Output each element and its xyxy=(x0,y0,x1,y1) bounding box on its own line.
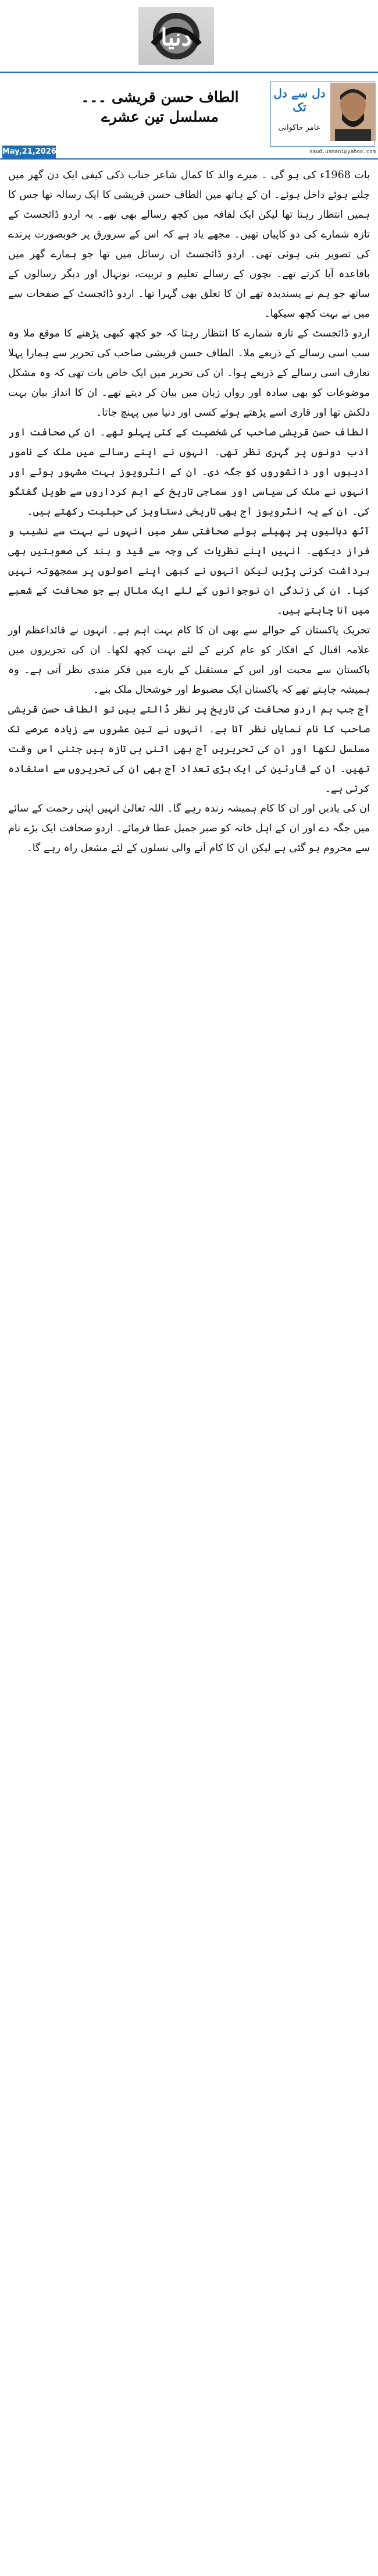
paragraph: الطاف حسن قریشی صاحب کی شخصیت کے کئی پہلو تھے۔ ان کی صحافت اور ادب دونوں پر گہری نظر تھی۔ انہوں نے اپنے رسالے میں ملک کے نامور ادیبوں اور دانشوروں کو جگہ دی۔ ان کے انٹرویوز بہت مشہور ہوئے اور انہوں نے ملک کی سیاسی اور سماجی تاریخ کے اہم کرداروں سے طویل گفتگو کی۔ ان کے یہ انٹرویوز آج بھی تاریخی دستاویز کی حیثیت رکھتے ہیں۔ xyxy=(8,427,370,518)
divider xyxy=(0,158,378,160)
article-body xyxy=(8,165,370,858)
column-name: دل سے دل تک xyxy=(273,86,326,114)
author-photo xyxy=(330,83,376,141)
paragraph: بات 1968ء کی ہو گی ۔ میرے والد کا کمال شاعر جناب ذکی کیفی ایک دن گھر میں چلتے ہوئے داخل ہوئے۔ ان کے ہاتھ میں الطاف حسن قریشی کا ایک رسالہ تھا جس کا ہمیں انتظار رہتا تھا لیکن ایک لفافہ میں کچھ رسالے بھی تھے۔ یہ اردو ڈائجسٹ کے تازہ شمارے کی دو کاپیاں تھیں۔ مجھے یاد ہے کہ اس کے سرورق پر خوبصورت پرندے کی تصویر بنی ہوئی تھی۔ اردو ڈائجسٹ ان رسائل میں تھا جو ہمارے گھر میں باقاعدہ آیا کرتے تھے۔ بچوں کے رسالے تعلیم و تربیت، نونہال اور دیگر رسالوں کے ساتھ جو ہم نے پسندیدہ تھے ان کا تعلق بھی گہرا تھا۔ اردو ڈائجسٹ کے صفحات سے میں نے بہت کچھ سیکھا۔ xyxy=(8,169,370,320)
logo-text: دنیا xyxy=(161,24,192,51)
paragraph: ان کی یادیں اور ان کا کام ہمیشہ زندہ رہے گا۔ اللہ تعالیٰ انہیں اپنی رحمت کے سائے میں جگہ دے اور ان کے اہل خانہ کو صبر جمیل عطا فرمائے۔ اردو صحافت ایک بڑے نام سے محروم ہو گئی ہے لیکن ان کا کام آنے والی نسلوں کے لئے مشعل راہ رہے گا۔ xyxy=(8,803,370,854)
page-title: الطاف حسن قریشی ۔۔۔ مسلسل تین عشرے xyxy=(81,88,239,125)
date-badge: May,21,2026 xyxy=(2,146,56,158)
masthead xyxy=(0,0,378,156)
paragraph: اردو ڈائجسٹ کے تازہ شمارے کا انتظار رہتا کہ جو کچھ کبھی پڑھنے کا موقع ملا وہ سب اسی رسالے کے ذریعے ملا۔ الطاف حسن قریشی صاحب کی تحریر سے ہمارا پہلا تعارف اسی رسالے کے ذریعے ہوا۔ ان کی تحریر میں ایک خاص بات تھی کہ وہ مشکل موضوعات کو بھی سادہ اور رواں زبان میں بیان کر دیتے تھے۔ ان کا انداز بیان بہت دلکش تھا اور قاری اسے پڑھتے ہوئے کسی اور دنیا میں پہنچ جاتا۔ xyxy=(8,328,370,419)
paragraph: آج جب ہم اردو صحافت کی تاریخ پر نظر ڈالتے ہیں تو الطاف حسن قریشی صاحب کا نام نمایاں نظر آتا ہے۔ انہوں نے تین عشروں سے زیادہ عرصے تک مسلسل لکھا اور ان کی تحریریں آج بھی اتنی ہی تازہ ہیں جتنی اس وقت تھیں۔ ان کے قارئین کی ایک بڑی تعداد آج بھی ان کی تحریروں سے استفادہ کرتی ہے۔ xyxy=(8,704,370,795)
paragraph: تحریک پاکستان کے حوالے سے بھی ان کا کام بہت اہم ہے۔ انہوں نے قائداعظم اور علامہ اقبال کے افکار کو عام کرنے کے لئے بہت کچھ لکھا۔ ان کی تحریروں میں پاکستان سے محبت اور اس کے مستقبل کے بارے میں فکر مندی نظر آتی ہے۔ وہ ہمیشہ چاہتے تھے کہ پاکستان ایک مضبوط اور خوشحال ملک بنے۔ xyxy=(8,625,370,696)
author-email: saud.usmani@yahoo.com xyxy=(309,149,376,155)
author-name: عامر خاکوانی xyxy=(278,123,321,132)
paragraph: آٹھ دہائیوں پر پھیلے ہوئے صحافتی سفر میں انہوں نے بہت سے نشیب و فراز دیکھے۔ انہیں اپنے نظریات کی وجہ سے قید و بند کی صعوبتیں بھی برداشت کرنی پڑیں لیکن انہوں نے کبھی اپنے اصولوں پر سمجھوتہ نہیں کیا۔ ان کی زندگی ان نوجوانوں کے لئے ایک مثال ہے جو صحافت کے شعبے میں آنا چاہتے ہیں۔ xyxy=(8,526,370,616)
newspaper-logo xyxy=(127,3,226,69)
